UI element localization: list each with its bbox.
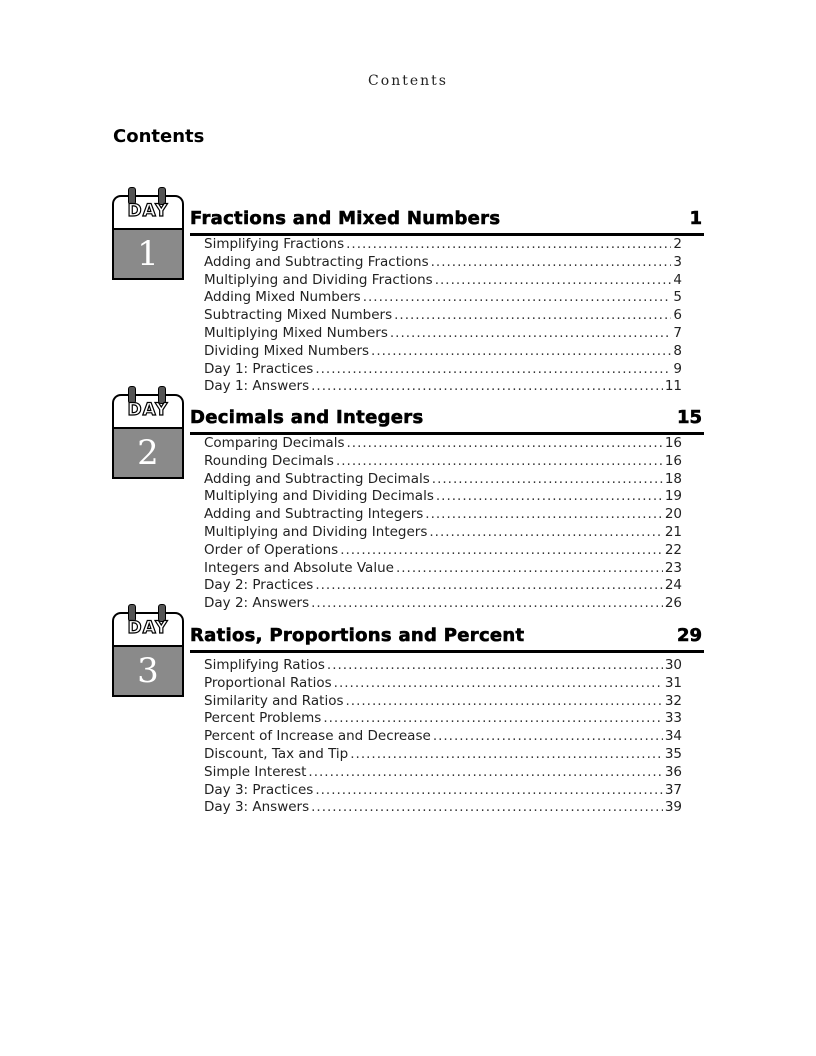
entry-page: 32 (664, 692, 682, 709)
entry-label: Similarity and Ratios (204, 692, 344, 709)
dot-leader (315, 577, 662, 593)
toc-entry[interactable] (204, 782, 682, 800)
section-title[interactable]: Fractions and Mixed Numbers (190, 208, 501, 229)
entry-label: Comparing Decimals (204, 435, 345, 451)
toc-entries (204, 657, 682, 817)
running-head: Contents (368, 73, 448, 89)
section-page-number: 29 (676, 625, 702, 646)
section-heading (190, 207, 704, 236)
entry-label: Dividing Mixed Numbers (204, 342, 370, 359)
dot-leader (390, 325, 672, 341)
dot-leader (429, 524, 662, 540)
toc-entry[interactable] (204, 710, 682, 728)
entry-label: Multiplying Mixed Numbers (204, 324, 388, 341)
section-title[interactable]: Decimals and Integers (190, 407, 424, 428)
entry-page: 30 (664, 657, 682, 673)
page-title: Contents (113, 126, 205, 147)
entry-page: 33 (664, 710, 682, 727)
entry-label: Simplifying Ratios (204, 657, 325, 673)
dot-leader (396, 560, 663, 576)
dot-leader (363, 289, 672, 305)
entry-label: Multiplying and Dividing Decimals (204, 488, 434, 505)
dot-leader (346, 693, 663, 709)
entry-label: Adding and Subtracting Decimals (204, 470, 430, 487)
entry-label: Day 2: Answers (204, 595, 310, 612)
section-heading (190, 624, 704, 653)
day-section-2 (112, 386, 706, 621)
entry-page: 5 (673, 289, 682, 306)
entry-page: 37 (664, 781, 682, 798)
toc-entry[interactable] (204, 560, 682, 578)
toc-entry[interactable] (204, 693, 682, 711)
section-page-number: 1 (689, 208, 702, 229)
dot-leader (323, 710, 662, 726)
entry-page: 18 (664, 470, 682, 487)
toc-entry[interactable] (204, 471, 682, 489)
dot-leader (431, 254, 672, 270)
entry-page: 2 (673, 236, 682, 252)
dot-leader (327, 657, 663, 673)
entry-page: 21 (664, 523, 682, 540)
dot-leader (315, 361, 671, 377)
entry-page: 39 (664, 799, 682, 816)
dot-leader (436, 488, 663, 504)
entry-label: Day 1: Answers (204, 378, 310, 395)
entry-page: 16 (664, 452, 682, 469)
calendar-day-label: DAY (127, 618, 169, 638)
entry-page: 34 (664, 728, 682, 745)
calendar-icon (112, 604, 182, 694)
entry-page: 23 (664, 559, 682, 576)
dot-leader (371, 343, 671, 359)
day-section-3 (112, 604, 706, 824)
entry-page: 6 (673, 307, 682, 324)
day-section-1 (112, 187, 706, 402)
dot-leader (394, 307, 671, 323)
entry-label: Adding and Subtracting Integers (204, 506, 424, 523)
calendar-day-label: DAY (127, 201, 169, 221)
dot-leader (315, 782, 662, 798)
entry-page: 9 (673, 360, 682, 377)
toc-entry[interactable] (204, 325, 682, 343)
entry-page: 26 (664, 595, 682, 612)
entry-page: 7 (673, 324, 682, 341)
entry-page: 36 (664, 763, 682, 780)
dot-leader (432, 471, 663, 487)
entry-page: 16 (664, 435, 682, 451)
toc-entry[interactable] (204, 728, 682, 746)
toc-entry[interactable] (204, 542, 682, 560)
calendar-day-number: 3 (112, 645, 184, 697)
dot-leader (433, 728, 663, 744)
calendar-day-number: 2 (112, 427, 184, 479)
toc-entry[interactable] (204, 272, 682, 290)
entry-label: Percent of Increase and Decrease (204, 728, 431, 745)
entry-page: 31 (664, 674, 682, 691)
toc-entry[interactable] (204, 577, 682, 595)
toc-entry[interactable] (204, 307, 682, 325)
entry-page: 3 (673, 253, 682, 270)
calendar-icon (112, 187, 182, 277)
entry-label: Percent Problems (204, 710, 322, 727)
dot-leader (311, 799, 663, 815)
entry-label: Simple Interest (204, 763, 307, 780)
entry-label: Rounding Decimals (204, 452, 334, 469)
entry-page: 20 (664, 506, 682, 523)
entry-page: 4 (673, 271, 682, 288)
entry-label: Day 3: Answers (204, 799, 310, 816)
toc-entries (204, 435, 682, 613)
entry-label: Multiplying and Dividing Integers (204, 523, 428, 540)
dot-leader (425, 506, 663, 522)
entry-label: Day 1: Practices (204, 360, 314, 377)
dot-leader (336, 453, 663, 469)
entry-label: Discount, Tax and Tip (204, 745, 349, 762)
section-heading (190, 406, 704, 435)
toc-entry[interactable] (204, 675, 682, 693)
toc-entry[interactable] (204, 453, 682, 471)
calendar-icon (112, 386, 182, 476)
entry-page: 24 (664, 577, 682, 594)
dot-leader (334, 675, 663, 691)
entry-label: Integers and Absolute Value (204, 559, 394, 576)
toc-entry[interactable] (204, 657, 682, 675)
entry-label: Day 2: Practices (204, 577, 314, 594)
entry-label: Proportional Ratios (204, 674, 332, 691)
dot-leader (435, 272, 672, 288)
toc-entry[interactable] (204, 488, 682, 506)
dot-leader (346, 236, 671, 252)
dot-leader (350, 746, 663, 762)
calendar-day-number: 1 (112, 228, 184, 280)
toc-entry[interactable] (204, 343, 682, 361)
entry-label: Simplifying Fractions (204, 236, 345, 252)
entry-page: 8 (673, 342, 682, 359)
entry-page: 35 (664, 745, 682, 762)
section-page-number: 15 (676, 407, 702, 428)
toc-entry[interactable] (204, 254, 682, 272)
dot-leader (308, 764, 662, 780)
toc-entry[interactable] (204, 524, 682, 542)
toc-entry[interactable] (204, 435, 682, 453)
entry-label: Adding Mixed Numbers (204, 289, 361, 306)
dot-leader (340, 542, 663, 558)
toc-entry[interactable] (204, 746, 682, 764)
toc-entries (204, 236, 682, 396)
entry-page: 19 (664, 488, 682, 505)
entry-label: Multiplying and Dividing Fractions (204, 271, 433, 288)
toc-entry[interactable] (204, 799, 682, 817)
entry-label: Day 3: Practices (204, 781, 314, 798)
entry-label: Adding and Subtracting Fractions (204, 253, 429, 270)
entry-label: Subtracting Mixed Numbers (204, 307, 393, 324)
dot-leader (346, 435, 662, 451)
toc-entry[interactable] (204, 506, 682, 524)
toc-entry[interactable] (204, 289, 682, 307)
toc-entry[interactable] (204, 361, 682, 379)
toc-entry[interactable] (204, 764, 682, 782)
section-title[interactable]: Ratios, Proportions and Percent (190, 625, 525, 646)
toc-entry[interactable] (204, 236, 682, 254)
entry-page: 11 (664, 378, 682, 395)
entry-label: Order of Operations (204, 541, 339, 558)
entry-page: 22 (664, 541, 682, 558)
calendar-day-label: DAY (127, 400, 169, 420)
